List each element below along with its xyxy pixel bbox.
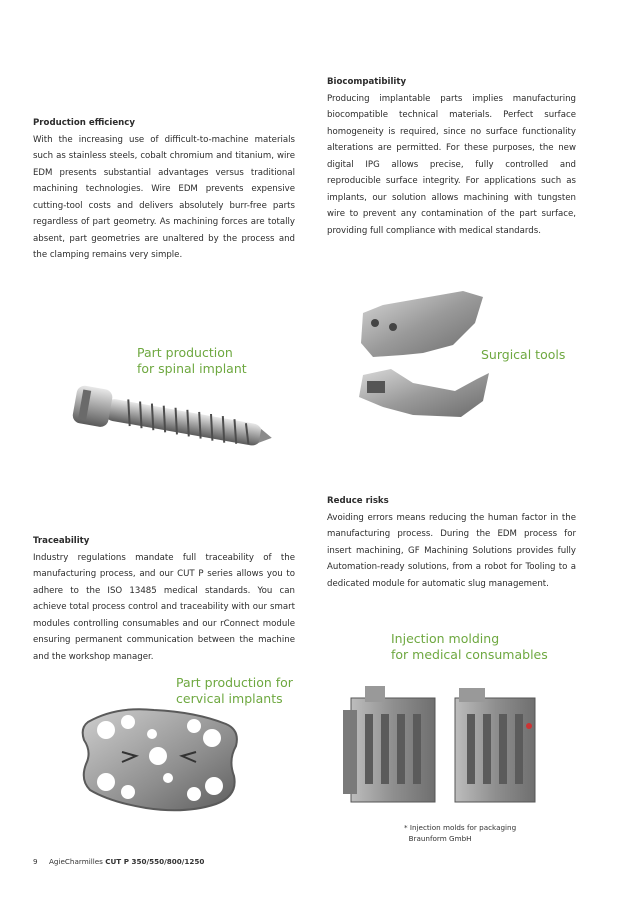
traceability-section (33, 533, 295, 665)
reduce-risks-text: Avoiding errors means reducing the human factor in the manufacturing process. During the EDM process for insert machining, GF Machining Solutions provides fully Automation-ready solutions, from a robot for Tooling to a dedicated module for automatic slug management. (327, 512, 576, 589)
biocompatibility-section (327, 74, 576, 239)
biocompatibility-heading: Biocompatibility (327, 77, 407, 87)
biocompatibility-text: Producing implantable parts implies manufacturing biocompatible technical materials. Perfect surface homogeneity is required, since no surface functionality alterations are permitted. For these purposes, the new digital IPG allows precise, fully controlled and reproducible surface integrity. For applications such as implants, our solution allows machining with tungsten wire to prevent any contamination of the part surface, providing full compliance with medical standards. (327, 93, 576, 236)
production-efficiency-heading: Production efficiency (33, 118, 135, 128)
footer-product: CUT P 350/550/800/1250 (105, 857, 205, 866)
cervical-plate-image (76, 700, 246, 818)
injection-molds-image (343, 680, 543, 810)
page-footer (33, 857, 204, 866)
surgical-tools-caption: Surgical tools (481, 347, 566, 362)
reduce-risks-heading: Reduce risks (327, 496, 389, 506)
surgical-tools-image (343, 283, 503, 423)
reduce-risks-section (327, 493, 576, 592)
image-footnote: * Injection molds for packaging Braunform GmbH (404, 823, 517, 843)
production-efficiency-section (33, 115, 295, 264)
injection-molding-caption: Injection molding for medical consumables (391, 631, 548, 662)
traceability-text: Industry regulations mandate full traceability of the manufacturing process, and our CUT P series allows you to adhere to the ISO 13485 medical standards. You can achieve total process control and traceability with our smart modules controlling consumables and our rConnect module ensuring permanent communication between the machine and the workshop manager. (33, 552, 295, 662)
page-number: 9 (33, 857, 38, 866)
traceability-heading: Traceability (33, 536, 90, 546)
cervical-implants-caption: Part production for cervical implants (176, 675, 293, 706)
footer-brand: AgieCharmilles (49, 857, 103, 866)
spinal-implant-caption: Part production for spinal implant (137, 345, 247, 376)
spinal-screw-image (65, 385, 275, 460)
production-efficiency-text: With the increasing use of difficult-to-machine materials such as stainless steels, cobalt chromium and titanium, wire EDM presents substantial advantages versus traditional machining technologies. Wire EDM prevents expensive cutting-tool costs and delivers absolutely burr-free parts regardless of part geometry. As machining forces are totally absent, part geometries are unaltered by the process and the clamping remains very simple. (33, 134, 295, 260)
